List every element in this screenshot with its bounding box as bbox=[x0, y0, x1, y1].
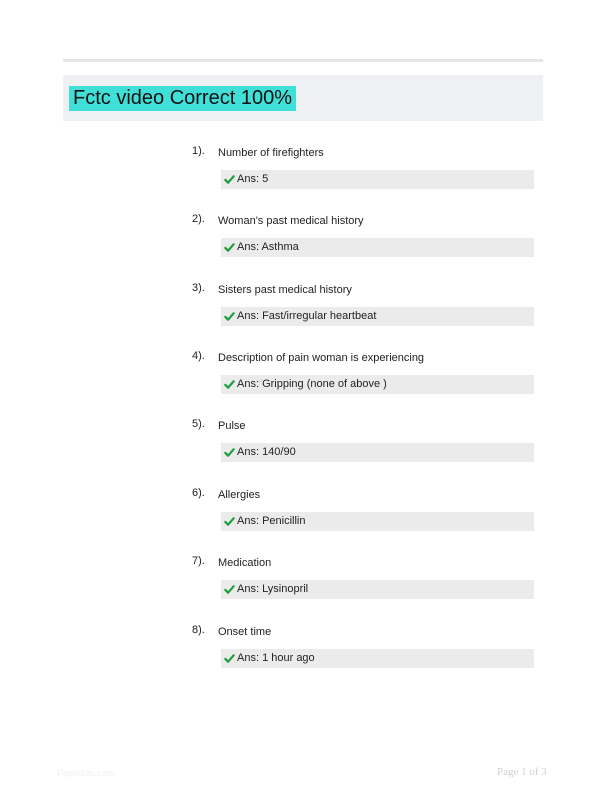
answer-box bbox=[221, 238, 534, 257]
question-text: Onset time bbox=[218, 626, 272, 638]
question-number: 2). bbox=[192, 213, 205, 225]
answer-text: Ans: Fast/irregular heartbeat bbox=[237, 310, 377, 322]
answer-text: Ans: Gripping (none of above ) bbox=[237, 378, 387, 390]
question-item bbox=[0, 623, 606, 683]
question-item bbox=[0, 349, 606, 409]
top-divider bbox=[63, 59, 543, 62]
question-text: Medication bbox=[218, 557, 272, 569]
checkmark-icon bbox=[224, 584, 235, 595]
answer-text: Ans: Lysinopril bbox=[237, 583, 309, 595]
question-item bbox=[0, 417, 606, 477]
checkmark-icon bbox=[224, 516, 235, 527]
checkmark-icon bbox=[224, 379, 235, 390]
question-item bbox=[0, 486, 606, 546]
answer-text: Ans: 1 hour ago bbox=[237, 652, 315, 664]
answer-box bbox=[221, 443, 534, 462]
answer-text: Ans: 5 bbox=[237, 173, 269, 185]
checkmark-icon bbox=[224, 311, 235, 322]
question-number: 3). bbox=[192, 282, 205, 294]
answer-text: Ans: Asthma bbox=[237, 241, 299, 253]
question-number: 7). bbox=[192, 555, 205, 567]
question-text: Number of firefighters bbox=[218, 147, 324, 159]
answer-box bbox=[221, 649, 534, 668]
answer-box bbox=[221, 170, 534, 189]
answer-box bbox=[221, 375, 534, 394]
question-text: Pulse bbox=[218, 420, 246, 432]
checkmark-icon bbox=[224, 447, 235, 458]
answer-box bbox=[221, 580, 534, 599]
question-number: 8). bbox=[192, 624, 205, 636]
page-title: Fctc video Correct 100% bbox=[69, 86, 296, 111]
answer-box bbox=[221, 307, 534, 326]
question-text: Description of pain woman is experiencing bbox=[218, 352, 425, 364]
question-text: Allergies bbox=[218, 489, 261, 501]
question-item bbox=[0, 554, 606, 614]
question-item bbox=[0, 281, 606, 341]
page-number: Page 1 of 3 bbox=[497, 766, 547, 778]
question-item bbox=[0, 144, 606, 204]
checkmark-icon bbox=[224, 174, 235, 185]
answer-box bbox=[221, 512, 534, 531]
footer-watermark: Paperblic.com bbox=[57, 768, 115, 778]
question-number: 5). bbox=[192, 418, 205, 430]
checkmark-icon bbox=[224, 242, 235, 253]
question-item bbox=[0, 212, 606, 272]
question-text: Woman's past medical history bbox=[218, 215, 364, 227]
question-number: 1). bbox=[192, 145, 205, 157]
answer-text: Ans: 140/90 bbox=[237, 446, 296, 458]
question-number: 4). bbox=[192, 350, 205, 362]
checkmark-icon bbox=[224, 653, 235, 664]
question-text: Sisters past medical history bbox=[218, 284, 352, 296]
question-number: 6). bbox=[192, 487, 205, 499]
answer-text: Ans: Penicillin bbox=[237, 515, 306, 527]
